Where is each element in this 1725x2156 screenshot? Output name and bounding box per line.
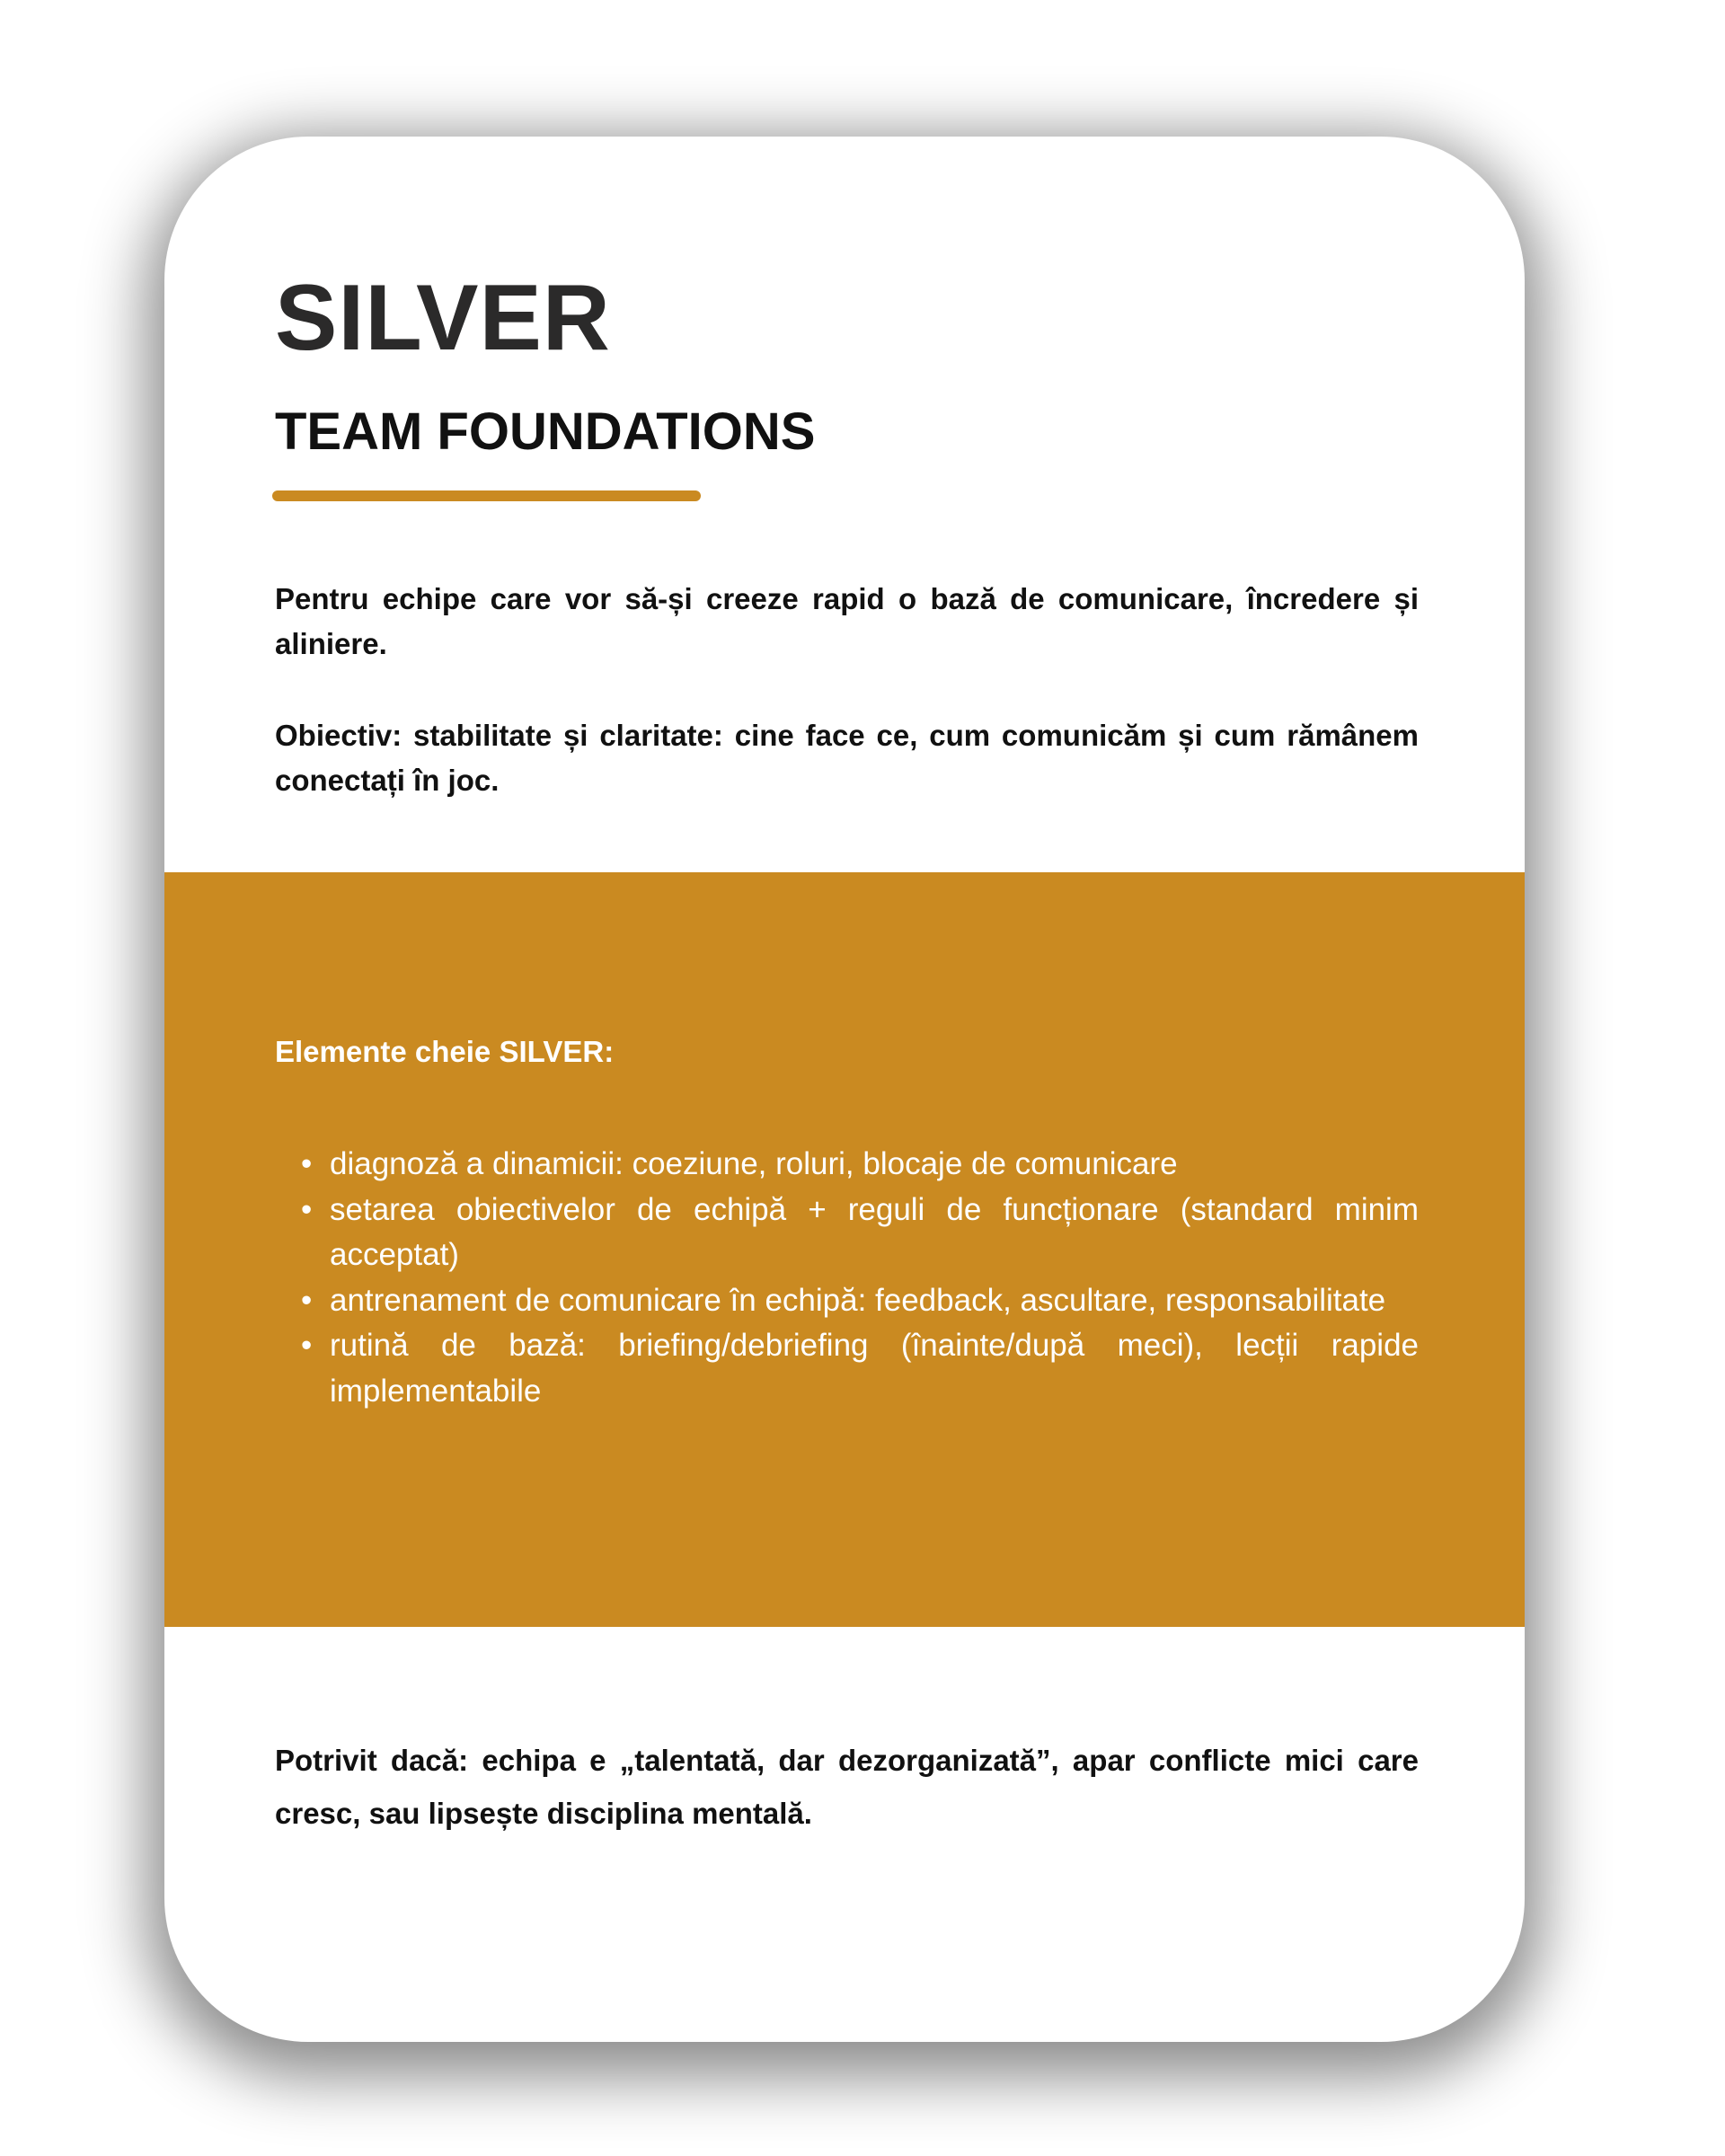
bullet-icon: • [301, 1146, 313, 1181]
bullet-icon: • [301, 1191, 313, 1227]
description-text: Pentru echipe care vor să-și creeze rapid o bază de comunicare, încredere și aliniere. [275, 582, 1419, 660]
fit-text: Potrivit dacă: echipa e „talentată, dar dezorganizată”, apar conflicte mici care cresc, sau lipsește disciplina mentală. [275, 1744, 1419, 1830]
list-item-text: rutină de bază: briefing/debriefing (înainte/după meci), lecții rapide implementabile [330, 1328, 1419, 1409]
bullet-icon: • [301, 1282, 313, 1318]
bullet-icon: • [301, 1328, 313, 1363]
key-elements-heading: Elemente cheie SILVER: [275, 1035, 615, 1068]
list-item-text: setarea obiectivelor de echipă + reguli de funcționare (standard minim acceptat) [330, 1191, 1419, 1272]
package-title: SILVER [275, 266, 611, 370]
list-item-text: antrenament de comunicare în echipă: feedback, ascultare, responsabilitate [330, 1282, 1386, 1318]
objective-text: Obiectiv: stabilitate și claritate: cine face ce, cum comunicăm și cum rămânem conectați în joc. [275, 719, 1419, 797]
key-elements-section [164, 872, 1525, 1627]
list-item [301, 1278, 1419, 1324]
list-item-text: diagnoză a dinamicii: coeziune, roluri, blocaje de comunicare [330, 1146, 1178, 1181]
package-card [164, 137, 1525, 2042]
key-elements-list [275, 1142, 1419, 1414]
list-item [301, 1323, 1419, 1414]
accent-divider [272, 490, 701, 501]
package-subtitle: TEAM FOUNDATIONS [275, 402, 816, 461]
list-item [301, 1188, 1419, 1278]
list-item [301, 1142, 1419, 1188]
